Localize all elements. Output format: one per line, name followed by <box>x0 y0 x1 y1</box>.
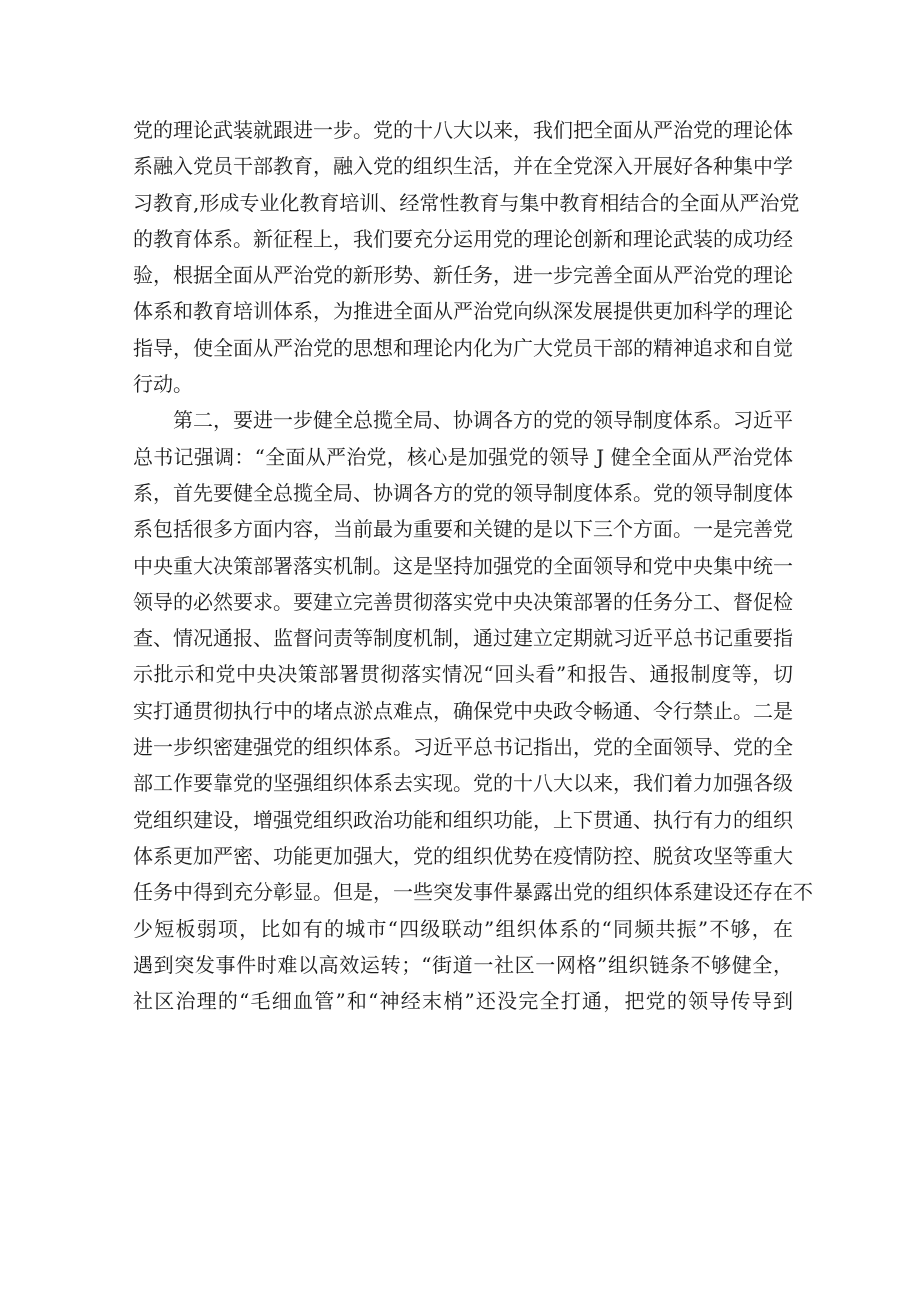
text-line: 实打通贯彻执行中的堵点淤点难点，确保党中央政令畅通、令行禁止。二是 <box>133 698 793 723</box>
text-line: 行动。 <box>133 372 193 397</box>
text-line: 示批示和党中央决策部署贯彻落实情况“回头看”和报告、通报制度等，切 <box>133 662 793 687</box>
paragraph-2 <box>133 402 813 1019</box>
text-line: 指导，使全面从严治党的思想和理论内化为广大党员干部的精神追求和自觉 <box>133 335 793 360</box>
text-line: 领导的必然要求。要建立完善贯彻落实党中央决策部署的任务分工、督促检 <box>133 589 793 614</box>
text-line: 任务中得到充分彰显。但是，一些突发事件暴露出党的组织体系建设还存在不 <box>133 880 813 905</box>
text-line: 验，根据全面从严治党的新形势、新任务，进一步完善全面从严治党的理论 <box>133 263 793 288</box>
text-line: 的教育体系。新征程上，我们要充分运用党的理论创新和理论武装的成功经 <box>133 226 793 251</box>
text-line: 体系更加严密、功能更加强大，党的组织优势在疫情防控、脱贫攻坚等重大 <box>133 843 793 868</box>
text-line: 社区治理的“毛细血管”和“神经末梢”还没完全打通，把党的领导传导到 <box>133 989 793 1014</box>
text-line: 习教育,形成专业化教育培训、经常性教育与集中教育相结合的全面从严治党 <box>133 190 800 215</box>
paragraph-1 <box>133 112 800 402</box>
text-line: 部工作要靠党的坚强组织体系去实现。党的十八大以来，我们着力加强各级 <box>133 771 793 796</box>
text-line: 党组织建设，增强党组织政治功能和组织功能，上下贯通、执行有力的组织 <box>133 807 793 832</box>
text-line: 系融入党员干部教育，融入党的组织生活，并在全党深入开展好各种集中学 <box>133 154 793 179</box>
body-text <box>133 112 813 1019</box>
text-line: 总书记强调：“全面从严治党，核心是加强党的领导 J 健全全面从严治党体 <box>133 444 793 469</box>
text-line: 中央重大决策部署落实机制。这是坚持加强党的全面领导和党中央集中统一 <box>133 553 793 578</box>
text-line: 第二，要进一步健全总揽全局、协调各方的党的领导制度体系。习近平 <box>173 408 793 433</box>
text-line: 体系和教育培训体系，为推进全面从严治党向纵深发展提供更加科学的理论 <box>133 299 793 324</box>
text-line: 进一步织密建强党的组织体系。习近平总书记指出，党的全面领导、党的全 <box>133 735 793 760</box>
text-line: 系，首先要健全总揽全局、协调各方的党的领导制度体系。党的领导制度体 <box>133 480 793 505</box>
text-line: 系包括很多方面内容，当前最为重要和关键的是以下三个方面。一是完善党 <box>133 517 793 542</box>
text-line: 少短板弱项，比如有的城市“四级联动”组织体系的“同频共振”不够，在 <box>133 916 793 941</box>
text-line: 查、情况通报、监督问责等制度机制，通过建立定期就习近平总书记重要指 <box>133 626 793 651</box>
text-line: 党的理论武装就跟进一步。党的十八大以来，我们把全面从严治党的理论体 <box>133 118 793 142</box>
text-line: 遇到突发事件时难以高效运转；“街道一社区一网格”组织链条不够健全， <box>133 952 793 977</box>
